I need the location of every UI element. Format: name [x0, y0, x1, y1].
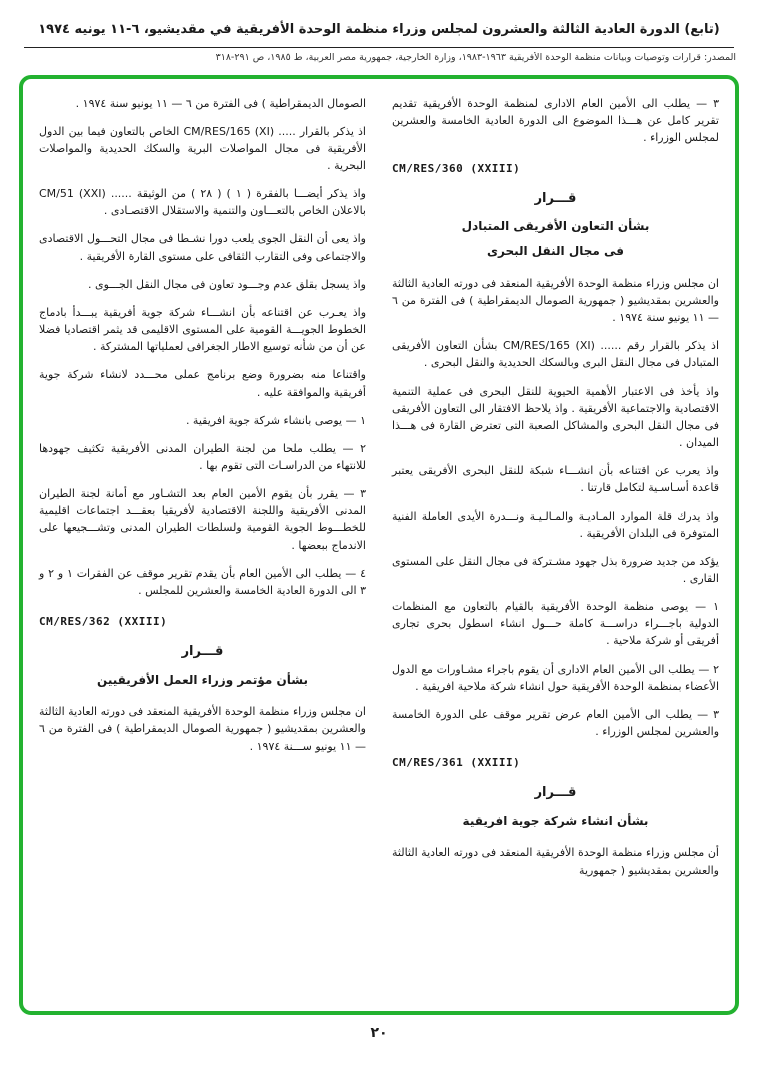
paragraph: ان مجلس وزراء منظمة الوحدة الأفريقية المنعقد فى دورته العادية الثالثة والعشرين بمقديشيو ( جمهورية الصومال الديمقراطية ) فى الفترة من ٦ — ١١ يونيو ســـنة ١٩٧٤ . [39, 705, 366, 753]
paragraph: ٣ — يقرر بأن يقوم الأمين العام بعد التشـاور مع أمانة لجنة الطيران المدنى الأفريقية واللجنة الاقتصادية لأفريقيا بعقـــد اجتماعات اقليمية للخطـــوط الجوية القومية ولسلطات الطيران المدنى وتشـــجيعها على الاندماج ببعضها . [39, 487, 366, 552]
paragraph: أن مجلس وزراء منظمة الوحدة الأفريقية المنعقد فى دورته العادية الثالثة والعشرين بمقديشيو ( جمهورية [392, 846, 719, 877]
source-line: المصدر: قرارات وتوصيات وبيانات منظمة الوحدة الأفريقية ١٩٦٣-١٩٨٣، وزارة الخارجية، جمهورية مصر العربية، ط ١٩٨٥، ص ٢٩١-٣١٨ [215, 51, 736, 63]
paragraph: ١ — يوصى بانشاء شركة جوية افريقية . [185, 413, 366, 427]
paragraph: ٢ — يطلب ملحا من لجنة الطيران المدنى الأفريقية تكثيف جهودها للانتهاء من الدراسـات التى تقوم بها . [39, 441, 366, 472]
resolution-subheading: بشأن مؤتمر وزراء العمل الأفريقيين [97, 672, 308, 687]
header-divider [24, 47, 734, 48]
header-title: (تابع) الدورة العادية الثالثة والعشرون لمجلس وزراء منظمة الوحدة الأفريقية في مقديشيو، ٦-١١ يونيه ١٩٧٤ [38, 22, 720, 37]
content-border [19, 75, 739, 1015]
paragraph: واذ يأخذ فى الاعتبار الأهمية الحيوية للنقل البحرى فى عملية التنمية الاقتصادية والاجتماعية الأفريقية . واذ يلاحظ الافتقار الى التعاون الأفريقى فى مجال النقل البحرى والمشاكل الصعبة التى تعترض القارة فى هـــذا الميدان . [392, 384, 719, 450]
paragraph: واذ يعـرب عن اقتناعه بأن انشـــاء شركة جوية أفريقية يبـــدأ بادماج الخطوط الجويـــة القومية على المستوى الاقليمى قد يثمر اقتصاديا فضلا عن أن من شأنه توسيع الاطار الجغرافى لعملياتها المشتركة . [39, 305, 366, 354]
paragraph: ٢ — يطلب الى الأمين العام الادارى أن يقوم باجراء مشـاورات مع الدول الأعضاء بمنظمة الوحدة الأفريقية حول انشاء شركة ملاحية افريقية . [392, 662, 719, 693]
paragraph: اذ يذكر بالقرار رقم ...... CM/RES/165 (XI) بشأن التعاون الأفريقى المتبادل فى مجال النقل البرى وبالسكك الحديدية والنقل البحرى . [392, 339, 720, 370]
resolution-subheading: بشأن التعاون الأفريقى المتبادل [461, 219, 650, 234]
resolution-code: CM/RES/362 (XXIII) [39, 615, 168, 629]
paragraph: واذ يدرك قلة الموارد المـاديـة والمـالـيـة ونـــدرة الأيدى العاملة الفنية المتوفرة فى البلدان الأفريقية . [392, 509, 719, 540]
paragraph: ١ — يوصى منظمة الوحدة الأفريقية بالقيام بالتعاون مع المنظمات الدولية باجـــراء دراســـة كاملة حـــول انشاء اسطول بحرى تجارى أفريقى أو شركة ملاحية . [392, 600, 719, 648]
resolution-subheading: بشأن انشاء شركة جوية افريقية [462, 813, 649, 828]
paragraph: ٣ — يطلب الى الأمين العام عرض تقرير موقف على الدورة الخامسة والعشرين لمجلس الوزراء . [392, 707, 719, 739]
paragraph: واذ يذكر أيضـــا بالفقرة ( ١ ) ( ٢٨ ) من الوثيقة ...... CM/51 (XXI) بالاعلان الخاص بالتعـــاون والتنمية والاستقلال الاقتصـادى . [39, 187, 366, 218]
resolution-code: CM/RES/361 (XXIII) [392, 756, 521, 770]
page-header [0, 14, 758, 63]
column-left [39, 95, 366, 1001]
paragraph: ٤ — يطلب الى الأمين العام بأن يقدم تقرير موقف عن الفقرات ١ و ٢ و ٣ الى الدورة العادية الخامسة والعشرين للمجلس . [39, 566, 367, 597]
paragraph: واقتناعا منه بضرورة وضع برنامج عملى محـــدد لانشاء شركة جوية أفريقية والموافقة عليه . [39, 368, 366, 399]
resolution-heading: قـــرار [534, 785, 577, 801]
paragraph: واذ يعرب عن اقتناعه بأن انشـــاء شبكة للنقل البحرى الأفريقى يعتبر قاعدة أسـاسـية لتكامل قارتنا . [392, 464, 719, 495]
resolution-code: CM/RES/360 (XXIII) [392, 161, 521, 175]
paragraph: يؤكد من جديد ضرورة بذل جهود مشـتركة فى مجال النقل على المستوى القارى . [392, 554, 719, 586]
column-right [392, 95, 719, 1001]
paragraph: واذ يسجل بقلق عدم وجـــود تعاون فى مجال النقل الجـــوى . [88, 277, 366, 291]
paragraph: ان مجلس وزراء منظمة الوحدة الأفريقية المنعقد فى دورته العادية الثالثة والعشرين بمقديشيو ( جمهورية الصومال الديمقراطية ) فى الفترة من ٦ — ١١ يونيو سنة ١٩٧٤ . [392, 276, 719, 325]
paragraph: الصومال الديمقراطية ) فى الفترة من ٦ — ١١ يونيو سنة ١٩٧٤ . [75, 96, 366, 110]
page-number: ٢٠ [370, 1024, 388, 1041]
resolution-subheading: فى مجال النقل البحرى [486, 244, 625, 259]
paragraph: واذ يعى أن النقل الجوى يلعب دورا نشـطا فى مجال التحـــول الاقتصادى والاجتماعى وفى التقارب الثقافى على مستوى القارة الأفريقية . [39, 232, 366, 263]
resolution-heading: قـــرار [534, 191, 577, 207]
paragraph: اذ يذكر بالقرار ..... CM/RES/165 (XI) الخاص بالتعاون فيما بين الدول الأفريقية فى مجال المواصلات البرية والسكك الحديدية والمواصلات البحرية . [39, 124, 366, 172]
resolution-heading: قـــرار [181, 644, 224, 660]
text-columns [39, 95, 719, 1001]
paragraph: ٣ — يطلب الى الأمين العام الادارى لمنظمة الوحدة الأفريقية تقديم تقرير كامل عن هـــذا الموضوع الى الدورة العادية الخامسة والعشرين لمجلس الوزراء . [392, 96, 719, 144]
